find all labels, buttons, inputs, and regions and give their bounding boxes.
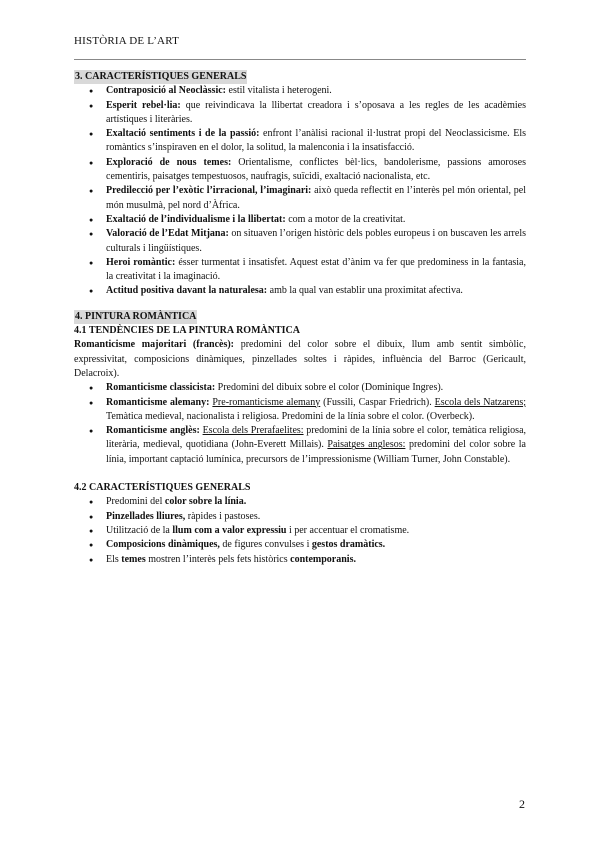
list-item: ● Actitud positiva davant la naturalesa: amb la qual van establir una proximitat afectiva. bbox=[74, 284, 526, 298]
page-header-title: HISTÒRIA DE L’ART bbox=[74, 35, 179, 47]
list-item: ● Els temes mostren l’interès pels fets històrics contemporanis. bbox=[74, 553, 526, 567]
section-heading-caracteristiques: 3. CARACTERÍSTIQUES GENERALS bbox=[74, 70, 247, 84]
section3-list bbox=[74, 84, 526, 298]
list-item: ● Romanticisme anglès: Escola dels Prerafaelites: predomini de la línia sobre el color, temàtica religiosa, literària, medieval, quotidiana (John-Everett Millais). Paisatges anglesos: predomini del color sobre la línia, important captació lumínica, precursors de l’impressionisme (William Turner, John Constable). bbox=[74, 424, 526, 467]
intro-paragraph: Romanticisme majoritari (francès): predomini del color sobre el dibuix, llum amb sentit simbòlic, expressivitat, composicions dinàmiques, pinzellades soltes i ràpides, influència del Barroc (Gericault, Delacroix). bbox=[74, 339, 526, 379]
list-item: ● Utilització de la llum com a valor expressiu i per accentuar el cromatisme. bbox=[74, 524, 526, 538]
page-number: 2 bbox=[519, 797, 525, 811]
list-item: ● Composicions dinàmiques, de figures convulses i gestos dramàtics. bbox=[74, 538, 526, 552]
subsection-heading-caracteristiques: 4.2 CARACTERÍSTIQUES GENERALS bbox=[74, 482, 251, 494]
list-item: ● Romanticisme classicista: Predomini del dibuix sobre el color (Dominique Ingres). bbox=[74, 381, 526, 395]
document-body bbox=[74, 70, 526, 567]
list-item: ● Romanticisme alemany: Pre-romanticisme alemany (Fussili, Caspar Friedrich). Escola dels Natzarens; Temàtica medieval, nacionalista i religiosa. Predomini de la línia sobre el color. (Overbeck). bbox=[74, 396, 526, 425]
list-item: ● Pinzellades lliures, ràpides i pastoses. bbox=[74, 510, 526, 524]
section-heading-pintura-romantica: 4. PINTURA ROMÀNTICA bbox=[74, 310, 197, 324]
subsection-heading-tendencies: 4.1 TENDÈNCIES DE LA PINTURA ROMÀNTICA bbox=[74, 325, 300, 337]
list-item: ● Exploració de nous temes: Orientalisme, conflictes bèl·lics, bandolerisme, passions amoroses cementiris, paisatges tempestuosos, naufragis, suïcidi, exaltació nacionalista, etc. bbox=[74, 156, 526, 185]
list-item: ● Esperit rebel·lia: que reivindicava la llibertat creadora i s’oposava a les regles de les acadèmies artístiques i literàries. bbox=[74, 99, 526, 128]
header-divider bbox=[74, 59, 526, 60]
list-item: ● Contraposició al Neoclàssic: estil vitalista i heterogeni. bbox=[74, 84, 526, 98]
characteristics-list bbox=[74, 495, 526, 566]
list-item: ● Predilecció per l’exòtic l’irracional, l’imaginari: això queda reflectit en l’interès pel món oriental, pel món musulmà, pel nord d’Àfrica. bbox=[74, 184, 526, 213]
list-item: ● Heroi romàntic: ésser turmentat i insatisfet. Aquest estat d’ànim va fer que predominess in la fantasia, la creativitat i la imaginació. bbox=[74, 256, 526, 285]
tendencies-list bbox=[74, 381, 526, 467]
list-item: ● Exaltació de l’individualisme i la llibertat: com a motor de la creativitat. bbox=[74, 213, 526, 227]
list-item: ● Predomini del color sobre la línia. bbox=[74, 495, 526, 509]
list-item: ● Exaltació sentiments i de la passió: enfront l’anàlisi racional il·lustrat propi del Neoclassicisme. Els romàntics s’inspiraven en el dolor, la solitud, la malenconia i la insatisfacció. bbox=[74, 127, 526, 156]
list-item: ● Valoració de l’Edat Mitjana: on situaven l’origen històric dels pobles europeus i on buscaven les arrels culturals i lingüístiques. bbox=[74, 227, 526, 256]
